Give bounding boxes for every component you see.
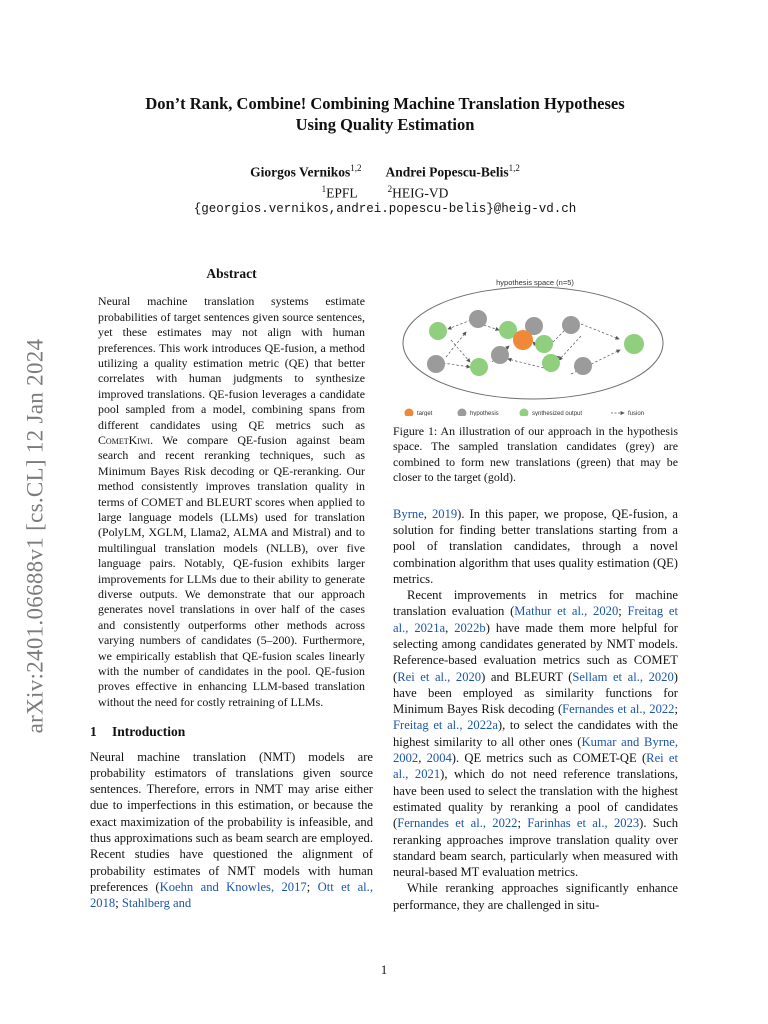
hypothesis-node xyxy=(427,355,445,373)
paragraph-reranking xyxy=(393,880,678,913)
citation-link[interactable]: Mathur et al., 2020 xyxy=(514,604,619,619)
citation-link[interactable]: Freitag et al., 2021a xyxy=(393,604,678,635)
legend-hypothesis-swatch xyxy=(458,409,467,417)
intro-paragraph xyxy=(90,749,373,912)
citation-link[interactable]: Rei et al., 2021 xyxy=(393,751,679,782)
figure-legend xyxy=(405,409,645,417)
body-text: , xyxy=(445,620,455,635)
synthesized-node xyxy=(429,322,447,340)
synthesized-node xyxy=(470,358,488,376)
citation-link[interactable]: Kumar and Byrne, 2002 xyxy=(393,734,678,766)
legend-target-swatch xyxy=(405,409,414,417)
citation-link[interactable]: Ott et al., 2018 xyxy=(90,879,373,911)
author-names xyxy=(90,160,680,181)
synthesized-node xyxy=(535,335,553,353)
body-text: While reranking approaches significantly enhance performance, they are challenged in situ- xyxy=(393,881,678,912)
hypothesis-space-diagram xyxy=(393,266,678,416)
body-text: ; xyxy=(306,879,318,894)
section-heading-introduction xyxy=(90,724,373,740)
right-column xyxy=(393,262,678,913)
citation-link[interactable]: Rei et al., 2020 xyxy=(397,669,482,684)
body-text: ), to select the candidates with the highest similarity to all other ones ( xyxy=(393,718,678,749)
legend-target: target xyxy=(417,411,433,416)
author-block xyxy=(90,160,680,218)
figure-1 xyxy=(393,266,678,416)
title-line-1: Don’t Rank, Combine! Combining Machine Translation Hypotheses xyxy=(145,94,625,113)
hypothesis-node xyxy=(469,310,487,328)
body-text: ) and BLEURT ( xyxy=(481,669,573,684)
paragraph-qe-fusion xyxy=(393,506,678,587)
citation-link[interactable]: Sellam et al., 2020 xyxy=(572,669,674,684)
right-column-body xyxy=(393,506,678,913)
synthesized-node xyxy=(624,334,644,354)
title-line-2: Using Quality Estimation xyxy=(295,115,475,134)
abstract-cometkiwi: CometKiwi xyxy=(98,432,151,447)
paragraph-metrics xyxy=(393,587,678,880)
legend-synthesized-swatch xyxy=(520,409,529,417)
citation-link[interactable]: Freitag et al., 2022a xyxy=(393,718,498,733)
body-text: ). QE metrics such as COMET-QE ( xyxy=(451,751,647,766)
hypothesis-node xyxy=(574,357,592,375)
author-email: {georgios.vernikos,andrei.popescu-belis}@heig-vd.ch xyxy=(193,202,577,216)
hypothesis-node xyxy=(562,316,580,334)
body-text: Recent improvements in metrics for machine translation evaluation ( xyxy=(393,588,678,619)
left-column xyxy=(90,262,373,912)
body-text: ; xyxy=(517,816,528,831)
affiliations xyxy=(90,181,680,202)
citation-link[interactable]: 2019 xyxy=(431,506,458,521)
body-text: , xyxy=(418,751,427,766)
author-1-sup: 1,2 xyxy=(350,163,362,173)
hypothesis-space-label: hypothesis space (n=5) xyxy=(496,278,574,287)
arxiv-id-text: arXiv:2401.06688v1 [cs.CL] 12 Jan 2024 xyxy=(22,338,47,734)
section-title: Introduction xyxy=(112,724,186,740)
paper-title xyxy=(90,93,680,135)
body-text: ), which do not need reference translations, have been used to select the translation with the highest estimated quality by reranking a pool of candidates ( xyxy=(393,767,678,831)
citation-link[interactable]: Koehn and Knowles, 2017 xyxy=(159,879,307,894)
abstract-text-2: . We compare QE-fusion against beam search and recent reranking techniques, such as Minimum Bayes Risk decoding or QE-reranking. Our method consistently improves translation quality in terms of COMET and BLEURT scores when applied to large language models (LLMs) used for translation (PolyLM, XGLM, Llama2, ALMA and Mistral) and to multilingual translation models (NLLB), over five language pairs. Notably, QE-fusion exhibits larger improvements for LLMs due to their ability to generate diverse outputs. We demonstrate that our approach generates novel translations in over half of the cases and consistently outperforms other methods across varying numbers of candidates (5–200). Furthermore, we empirically establish that QE-fusion scales linearly with the number of candidates in the pool. QE-fusion proves effective in enhancing LLM-based translation without the need for costly retraining of LLMs. xyxy=(98,432,365,709)
synthesized-node xyxy=(542,354,560,372)
body-text: , xyxy=(423,506,432,521)
body-text: ) have been employed as similarity functions for Minimum Bayes Risk decoding ( xyxy=(393,669,678,717)
hypothesis-node xyxy=(491,346,509,364)
arxiv-stamp xyxy=(20,326,50,746)
citation-link[interactable]: Byrne xyxy=(393,506,424,521)
body-text: Neural machine translation (NMT) models are probability estimators of translations given source sentences. Therefore, errors in NMT may arise either due to imperfections in this estimation, or because the exact maximization of the probability is infeasible, and thus approximations such as beam search are employed. Recent studies have questioned the alignment of probability estimates of NMT models with human preferences ( xyxy=(90,749,373,894)
citation-link[interactable]: 2022b xyxy=(454,620,486,635)
author-1-name: Giorgos Vernikos xyxy=(250,164,351,180)
body-text: ). Such reranking approaches improve translation quality over standard beam search, particularly when measured with neural-based MT evaluation metrics. xyxy=(393,816,678,880)
body-text: ; xyxy=(674,702,678,717)
legend-fusion: fusion xyxy=(628,411,645,416)
body-text: ) have made them more helpful for selecting among candidates generated by NMT models. Reference-based evaluation metrics such as COMET ( xyxy=(393,620,679,684)
affil-1-sup: 1 xyxy=(321,183,327,194)
author-2-sup: 1,2 xyxy=(508,163,520,173)
abstract-heading: Abstract xyxy=(206,266,257,281)
hypothesis-space-ellipse xyxy=(403,287,663,399)
citation-link[interactable]: Stahlberg and xyxy=(121,896,192,911)
target-node xyxy=(513,330,533,350)
abstract-text-1: Neural machine translation systems estimate probabilities of target sentences given source sentences, yet these estimates may not align with human preferences. This work introduces QE-fusion, a method utilizing a quality estimation metric (QE) that better correlates with human judgments to synthesize improved translations. QE-fusion leverages a candidate pool sampled from a model, combining spans from different candidates using QE metrics such as xyxy=(98,294,365,432)
affil-2-sup: 2 xyxy=(387,183,393,194)
citation-link[interactable]: Fernandes et al., 2022 xyxy=(562,702,675,717)
legend-synthesized-output: synthesized output xyxy=(532,411,583,416)
citation-link[interactable]: 2004 xyxy=(426,751,452,766)
body-text: ; xyxy=(115,896,122,911)
affil-1-name: EPFL xyxy=(326,185,358,200)
page-number: 1 xyxy=(380,963,388,977)
body-text: ; xyxy=(618,604,628,619)
author-2-name: Andrei Popescu-Belis xyxy=(385,164,509,180)
figure-caption: Figure 1: An illustration of our approach in the hypothesis space. The sampled translation candidates (grey) are combined to form new translations (green) that may be closer to the target (gold). xyxy=(393,424,678,485)
abstract-body xyxy=(90,294,373,710)
section-number: 1 xyxy=(90,724,97,740)
affil-2-name: HEIG-VD xyxy=(392,185,449,200)
legend-hypothesis: hypothesis xyxy=(470,411,499,416)
citation-link[interactable]: Farinhas et al., 2023 xyxy=(527,816,640,831)
citation-link[interactable]: Fernandes et al., 2022 xyxy=(397,816,518,831)
body-text: ). In this paper, we propose, QE-fusion, a solution for finding better translations starting from a pool of translation candidates, through a novel combination algorithm that uses quality estimation (QE) metrics. xyxy=(393,506,679,586)
